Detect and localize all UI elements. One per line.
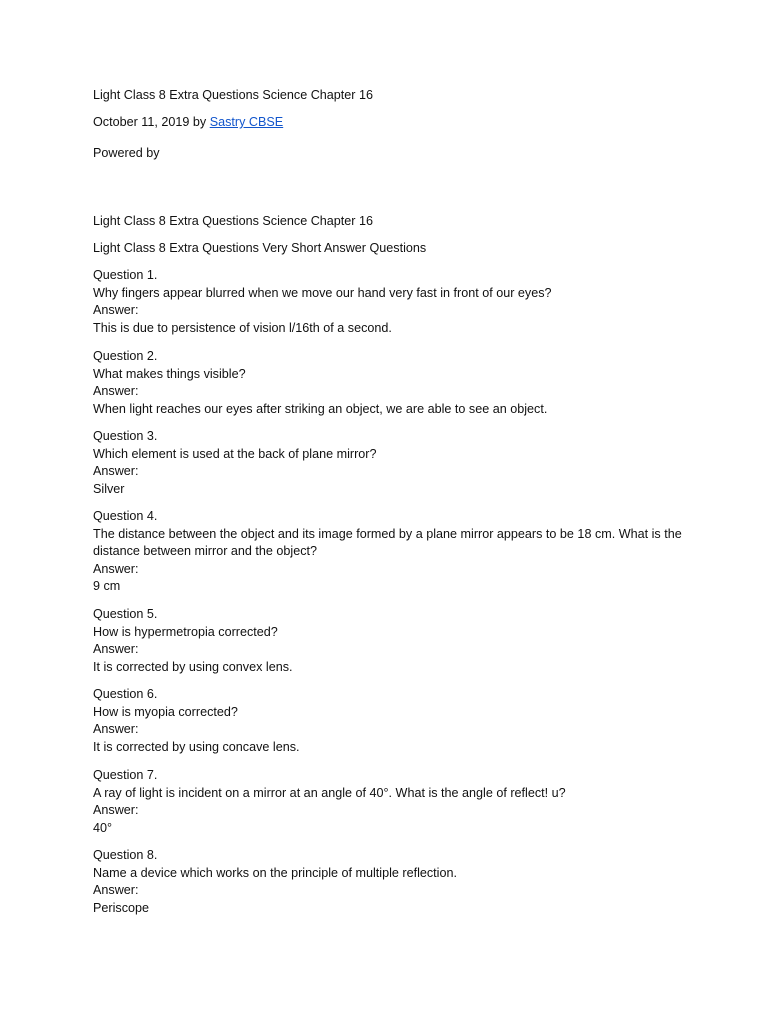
question-text: Which element is used at the back of plane mirror?	[93, 446, 377, 461]
question-label: Question 3.	[93, 429, 158, 443]
answer-text: When light reaches our eyes after striking an object, we are able to see an object.	[93, 401, 548, 416]
post-date: October 11, 2019	[93, 115, 190, 129]
question-block-5	[93, 606, 683, 676]
author-link[interactable]: Sastry CBSE	[209, 115, 284, 129]
question-label: Question 2.	[93, 349, 158, 363]
question-block-6	[93, 686, 683, 756]
answer-label: Answer:	[93, 883, 139, 897]
question-text: Name a device which works on the principle of multiple reflection.	[93, 865, 457, 880]
answer-label: Answer:	[93, 561, 139, 576]
question-text: The distance between the object and its image formed by a plane mirror appears to be 18 cm. What is the distance between mirror and the object?	[93, 526, 682, 558]
answer-text: 9 cm	[93, 579, 121, 593]
question-label: Question 4.	[93, 509, 158, 523]
question-block-2	[93, 348, 683, 418]
question-block-3	[93, 428, 683, 498]
question-label: Question 5.	[93, 607, 158, 621]
question-block-1	[93, 267, 683, 337]
post-meta	[93, 114, 283, 132]
question-text: What makes things visible?	[93, 366, 246, 381]
question-label: Question 8.	[93, 848, 158, 862]
answer-text: This is due to persistence of vision l/16th of a second.	[93, 320, 392, 335]
answer-text: 40°	[93, 820, 113, 835]
question-label: Question 7.	[93, 768, 158, 782]
answer-label: Answer:	[93, 803, 139, 817]
question-text: How is myopia corrected?	[93, 704, 238, 719]
post-title: Light Class 8 Extra Questions Science Chapter 16	[93, 88, 374, 102]
question-label: Question 6.	[93, 687, 158, 701]
question-label: Question 1.	[93, 268, 158, 282]
question-text: How is hypermetropia corrected?	[93, 624, 278, 639]
answer-text: It is corrected by using concave lens.	[93, 739, 300, 754]
answer-label: Answer:	[93, 303, 139, 317]
section-title: Light Class 8 Extra Questions Very Short Answer Questions	[93, 241, 427, 255]
question-block-4	[93, 508, 683, 596]
question-block-8	[93, 847, 683, 917]
answer-text: It is corrected by using convex lens.	[93, 659, 293, 674]
answer-label: Answer:	[93, 384, 139, 398]
article-heading: Light Class 8 Extra Questions Science Chapter 16	[93, 214, 374, 228]
answer-label: Answer:	[93, 642, 139, 656]
answer-text: Periscope	[93, 900, 150, 915]
powered-by-text: Powered by	[93, 146, 160, 160]
question-text: A ray of light is incident on a mirror at an angle of 40°. What is the angle of reflect! u?	[93, 785, 566, 800]
answer-label: Answer:	[93, 464, 139, 478]
question-text: Why fingers appear blurred when we move our hand very fast in front of our eyes?	[93, 285, 552, 300]
post-by: by	[192, 115, 207, 129]
question-block-7	[93, 767, 683, 837]
answer-label: Answer:	[93, 722, 139, 736]
answer-text: Silver	[93, 481, 125, 496]
